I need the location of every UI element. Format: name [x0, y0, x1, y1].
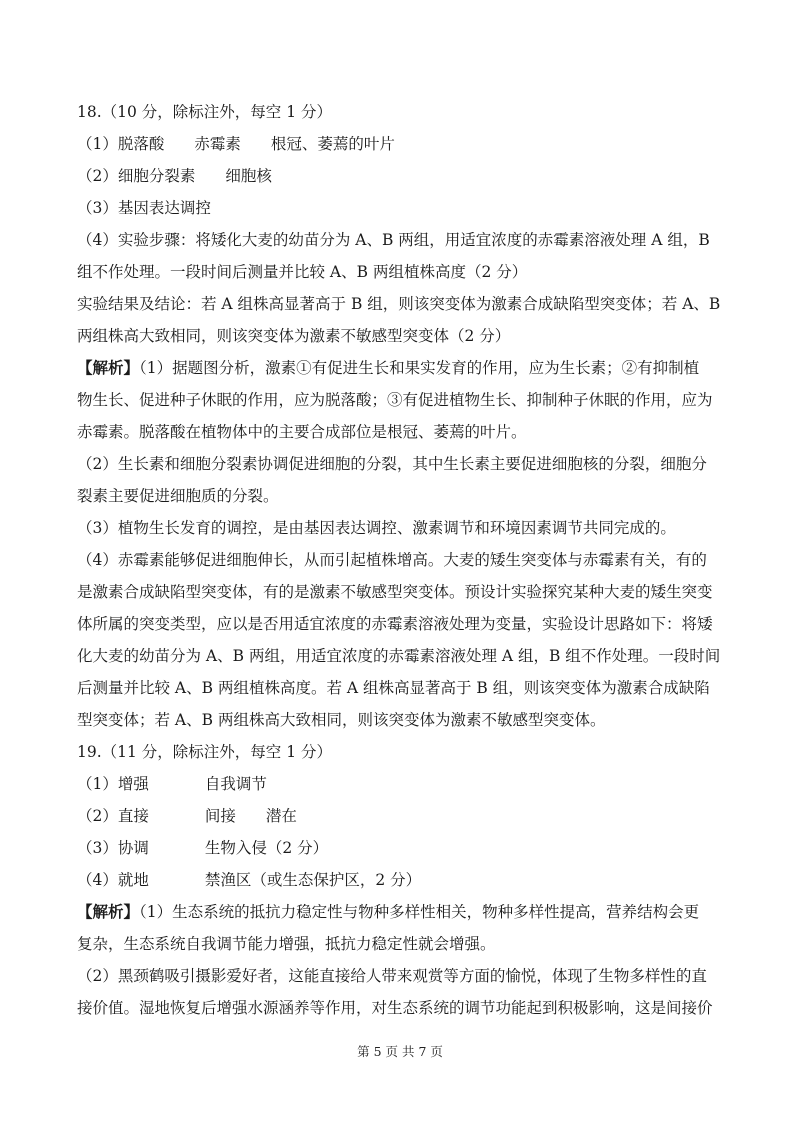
q19-analysis-line: 接价值。湿地恢复后增强水源涵养等作用，对生态系统的调节功能起到积极影响，这是间接价: [77, 999, 713, 1017]
answer-number: （4）: [77, 871, 118, 889]
analysis-label: 【解析】: [77, 902, 140, 921]
answer-item: 生物入侵（2 分）: [204, 839, 329, 857]
q18-analysis-line: （4）赤霉素能够促进细胞伸长，从而引起植株增高。大麦的矮生突变体与赤霉素有关，有的: [77, 551, 707, 569]
answer-item: 赤霉素: [194, 135, 241, 153]
q18-result-line: 两组株高大致相同，则该突变体为激素不敏感型突变体（2 分）: [77, 327, 511, 345]
answer-item: 间接: [204, 807, 236, 825]
q19-analysis-line: 复杂，生态系统自我调节能力增强，抵抗力稳定性就会增强。: [77, 935, 496, 953]
answer-number: （3）: [77, 199, 118, 217]
q19-answer-2: [77, 800, 729, 832]
q18-analysis-line: 是激素合成缺陷型突变体，有的是激素不敏感型突变体。预设计实验探究某种大麦的矮生突变: [77, 583, 713, 601]
q18-analysis-line: 型突变体；若 A、B 两组株高大致相同，则该突变体为激素不敏感型突变体。: [77, 711, 606, 729]
analysis-text: （1）据题图分析，激素①有促进生长和果实发育的作用，应为生长素；②有抑制植: [139, 359, 700, 377]
answer-number: （1）: [77, 775, 118, 793]
answer-item: 基因表达调控: [117, 199, 211, 217]
answer-item: 脱落酸: [117, 135, 165, 153]
analysis-label: 【解析】: [77, 358, 140, 377]
document-page: [77, 96, 729, 1024]
q18-analysis-line: （3）植物生长发育的调控，是由基因表达调控、激素调节和环境因素调节共同完成的。: [77, 519, 676, 537]
q18-answer-3: [77, 192, 729, 224]
q18-result-line: 实验结果及结论：若 A 组株高显著高于 B 组，则该突变体为激素合成缺陷型突变体；若 A、B: [77, 295, 721, 313]
answer-number: （1）: [77, 135, 118, 153]
q18-analysis-line: 赤霉素。脱落酸在植物体中的主要合成部位是根冠、萎蔫的叶片。: [77, 423, 527, 441]
q19-answer-1: [77, 768, 729, 800]
answer-number: （2）: [77, 807, 118, 825]
page-footer: 第 5 页 共 7 页: [357, 1044, 443, 1059]
q18-answer-1: [77, 128, 729, 160]
answer-item: 根冠、萎蔫的叶片: [270, 135, 395, 153]
analysis-text: （1）生态系统的抵抗力稳定性与物种多样性相关，物种多样性提高，营养结构会更: [139, 903, 700, 921]
q19-answer-3: [77, 832, 729, 864]
q18-analysis-line: 化大麦的幼苗分为 A、B 两组，用适宜浓度的赤霉素溶液处理 A 组，B 组不作处理。一段时间: [77, 647, 721, 665]
q18-analysis-line: [77, 352, 729, 384]
q18-answer-2: [77, 160, 729, 192]
answer-item: 增强: [117, 775, 149, 793]
q18-answer-4-line: （4）实验步骤：将矮化大麦的幼苗分为 A、B 两组，用适宜浓度的赤霉素溶液处理 A 组，B: [77, 231, 710, 249]
q18-heading: 18.（10 分，除标注外，每空 1 分）: [77, 103, 333, 121]
answer-item: 自我调节: [204, 775, 267, 793]
q18-analysis-line: 裂素主要促进细胞质的分裂。: [77, 487, 279, 505]
answer-item: 禁渔区（或生态保护区，2 分）: [204, 871, 422, 889]
q18-analysis-line: （2）生长素和细胞分裂素协调促进细胞的分裂，其中生长素主要促进细胞核的分裂，细胞分: [77, 455, 707, 473]
q18-analysis-line: 后测量并比较 A、B 两组植株高度。若 A 组株高显著高于 B 组，则该突变体为激素合成缺陷: [77, 679, 710, 697]
answer-item: 细胞核: [225, 167, 272, 185]
answer-item: 潜在: [265, 807, 297, 825]
q19-heading: 19.（11 分，除标注外，每空 1 分）: [77, 743, 333, 761]
q18-analysis-line: 物生长、促进种子休眠的作用，应为脱落酸；③有促进植物生长、抑制种子休眠的作用，应为: [77, 391, 713, 409]
q19-answer-4: [77, 864, 729, 896]
q19-analysis-line: （2）黑颈鹤吸引摄影爱好者，这能直接给人带来观赏等方面的愉悦，体现了生物多样性的直: [77, 967, 707, 985]
answer-number: （3）: [77, 839, 118, 857]
answer-item: 协调: [117, 839, 149, 857]
q18-analysis-line: 体所属的突变类型，应以是否用适宜浓度的赤霉素溶液处理为变量，实验设计思路如下：将矮: [77, 615, 713, 633]
q19-analysis-line: [77, 896, 729, 928]
q18-answer-4-line: 组不作处理。一段时间后测量并比较 A、B 两组植株高度（2 分）: [77, 263, 528, 281]
answer-item: 就地: [117, 871, 149, 889]
answer-item: 细胞分裂素: [117, 167, 196, 185]
answer-item: 直接: [117, 807, 149, 825]
answer-number: （2）: [77, 167, 118, 185]
